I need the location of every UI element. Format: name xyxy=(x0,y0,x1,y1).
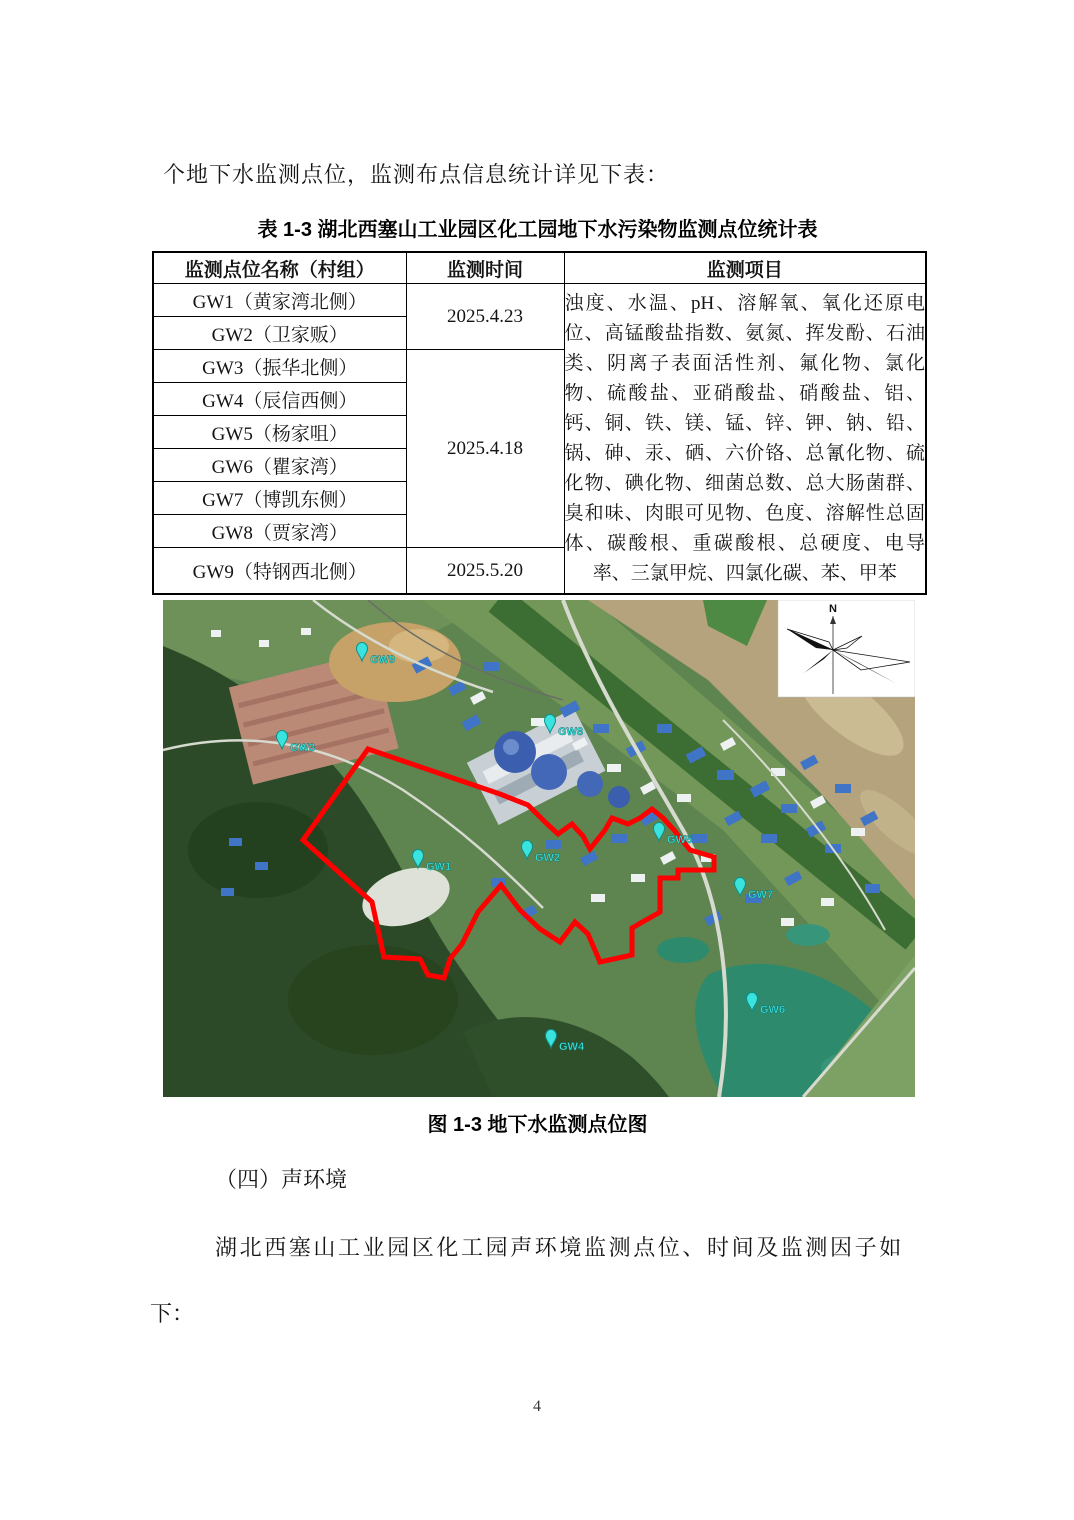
compass-north-label: N xyxy=(829,603,837,615)
time-cell: 2025.4.18 xyxy=(406,350,564,548)
marker-label: GW7 xyxy=(748,889,774,901)
marker-label: GW3 xyxy=(290,742,316,754)
intro-paragraph: 个地下水监测点位，监测布点信息统计详见下表： xyxy=(163,162,670,187)
site-cell: GW3（振华北侧） xyxy=(153,350,406,383)
groundwater-map-figure xyxy=(163,600,915,1097)
groundwater-monitoring-table xyxy=(152,251,927,595)
section-heading: （四）声环境 xyxy=(215,1167,348,1192)
site-cell: GW6（瞿家湾） xyxy=(153,449,406,482)
site-cell: GW5（杨家咀） xyxy=(153,416,406,449)
site-cell: GW1（黄家湾北侧） xyxy=(153,284,406,317)
body-paragraph-line2: 下： xyxy=(150,1301,195,1326)
time-cell: 2025.5.20 xyxy=(406,548,564,595)
pond xyxy=(657,937,709,963)
table-header-row xyxy=(153,252,926,284)
pond xyxy=(786,924,830,946)
figure-caption: 图 1-3 地下水监测点位图 xyxy=(427,1114,648,1136)
site-cell: GW2（卫家贩） xyxy=(153,317,406,350)
marker-label: GW5 xyxy=(667,834,693,846)
forest-patch xyxy=(288,945,458,1055)
header-site: 监测点位名称（村组） xyxy=(153,252,406,284)
header-items: 监测项目 xyxy=(564,252,926,284)
marker-label: GW1 xyxy=(426,861,452,873)
page-number: 4 xyxy=(533,1398,541,1415)
marker-label: GW6 xyxy=(760,1004,786,1016)
compass-rose xyxy=(778,600,915,697)
header-time: 监测时间 xyxy=(406,252,564,284)
site-cell: GW7（博凯东侧） xyxy=(153,482,406,515)
marker-label: GW9 xyxy=(370,654,396,666)
site-cell: GW4（辰信西侧） xyxy=(153,383,406,416)
site-cell: GW8（贾家湾） xyxy=(153,515,406,548)
construction-area xyxy=(389,629,449,663)
forest-patch xyxy=(188,802,328,898)
marker-label: GW8 xyxy=(558,726,584,738)
marker-label: GW2 xyxy=(535,852,561,864)
marker-label: GW4 xyxy=(559,1041,585,1053)
site-cell: GW9（特钢西北侧） xyxy=(153,548,406,595)
table-title: 表 1-3 湖北西塞山工业园区化工园地下水污染物监测点位统计表 xyxy=(257,219,818,241)
body-paragraph-line1: 湖北西塞山工业园区化工园声环境监测点位、时间及监测因子如 xyxy=(215,1235,904,1260)
items-cell: 浊度、水温、pH、溶解氧、氧化还原电位、高锰酸盐指数、氨氮、挥发酚、石油类、阴离子表面活性剂、氟化物、氯化物、硫酸盐、亚硝酸盐、硝酸盐、铝、钙、铜、铁、镁、锰、锌、钾、钠、铅、锅、砷、汞、硒、六价铬、总氰化物、硫化物、碘化物、细菌总数、总大肠菌群、臭和味、肉眼可见物、色度、溶解性总固体、碳酸根、重碳酸根、总硬度、电导率、三氯甲烷、四氯化碳、苯、甲苯 xyxy=(564,284,926,595)
table-row xyxy=(153,284,926,317)
satellite-map xyxy=(163,600,915,1097)
time-cell: 2025.4.23 xyxy=(406,284,564,350)
